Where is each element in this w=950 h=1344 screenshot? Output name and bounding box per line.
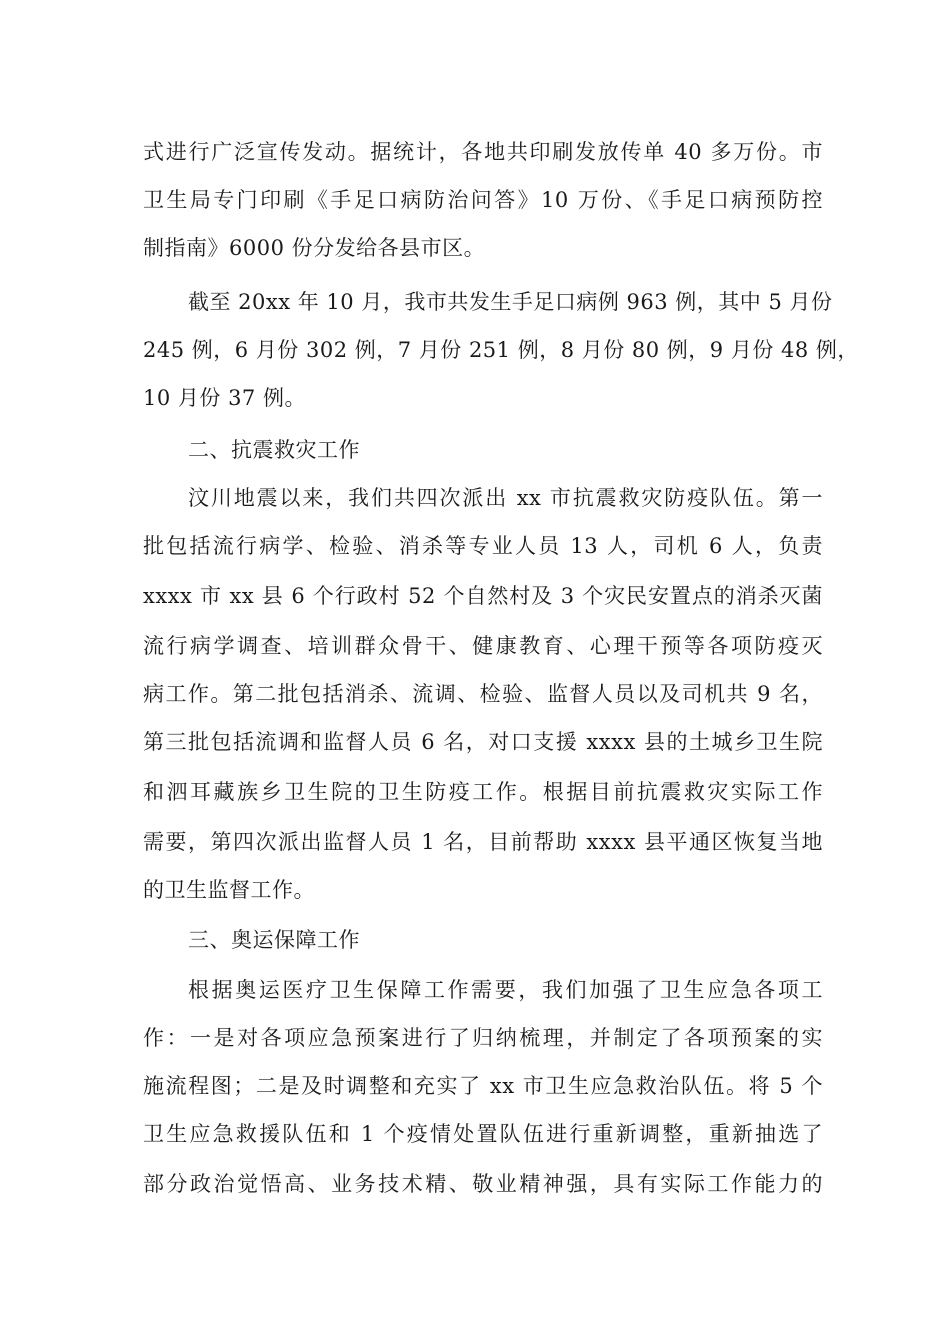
text-line: 流行病学调查、培训群众骨干、健康教育、心理干预等各项防疫灭 xyxy=(143,634,823,658)
text-line: 病工作。第二批包括消杀、流调、检验、监督人员以及司机共 9 名， xyxy=(143,682,823,706)
text-line: 需要，第四次派出监督人员 1 名，目前帮助 xxxx 县平通区恢复当地 xyxy=(143,830,823,854)
text-line: 和泗耳藏族乡卫生院的卫生防疫工作。根据目前抗震救灾实际工作 xyxy=(143,780,823,804)
section-heading: 三、奥运保障工作 xyxy=(188,928,360,952)
text-line: xxxx 市 xx 县 6 个行政村 52 个自然村及 3 个灾民安置点的消杀灭菌 xyxy=(143,584,823,608)
text-line: 制指南》6000 份分发给各县市区。 xyxy=(143,236,486,260)
text-line: 第三批包括流调和监督人员 6 名，对口支援 xxxx 县的土城乡卫生院 xyxy=(143,730,823,754)
text-line: 施流程图；二是及时调整和充实了 xx 市卫生应急救治队伍。将 5 个 xyxy=(143,1074,823,1098)
text-line: 批包括流行病学、检验、消杀等专业人员 13 人，司机 6 人，负责 xyxy=(143,534,823,558)
section-heading: 二、抗震救灾工作 xyxy=(188,438,360,462)
text-line: 式进行广泛宣传发动。据统计，各地共印刷发放传单 40 多万份。市 xyxy=(143,140,823,164)
text-line: 根据奥运医疗卫生保障工作需要，我们加强了卫生应急各项工 xyxy=(188,978,823,1002)
text-line: 245 例，6 月份 302 例，7 月份 251 例，8 月份 80 例，9 月份 48 例， xyxy=(143,338,859,362)
text-line: 部分政治觉悟高、业务技术精、敬业精神强，具有实际工作能力的 xyxy=(143,1172,823,1196)
text-line: 卫生局专门印刷《手足口病防治问答》10 万份、《手足口病预防控 xyxy=(143,188,823,212)
text-line: 卫生应急救援队伍和 1 个疫情处置队伍进行重新调整，重新抽选了 xyxy=(143,1122,823,1146)
text-line: 截至 20xx 年 10 月，我市共发生手足口病例 963 例，其中 5 月份 xyxy=(188,290,833,314)
text-line: 10 月份 37 例。 xyxy=(143,386,306,410)
text-line: 的卫生监督工作。 xyxy=(143,878,315,902)
text-line: 汶川地震以来，我们共四次派出 xx 市抗震救灾防疫队伍。第一 xyxy=(188,486,823,510)
text-line: 作：一是对各项应急预案进行了归纳梳理，并制定了各项预案的实 xyxy=(143,1026,823,1050)
